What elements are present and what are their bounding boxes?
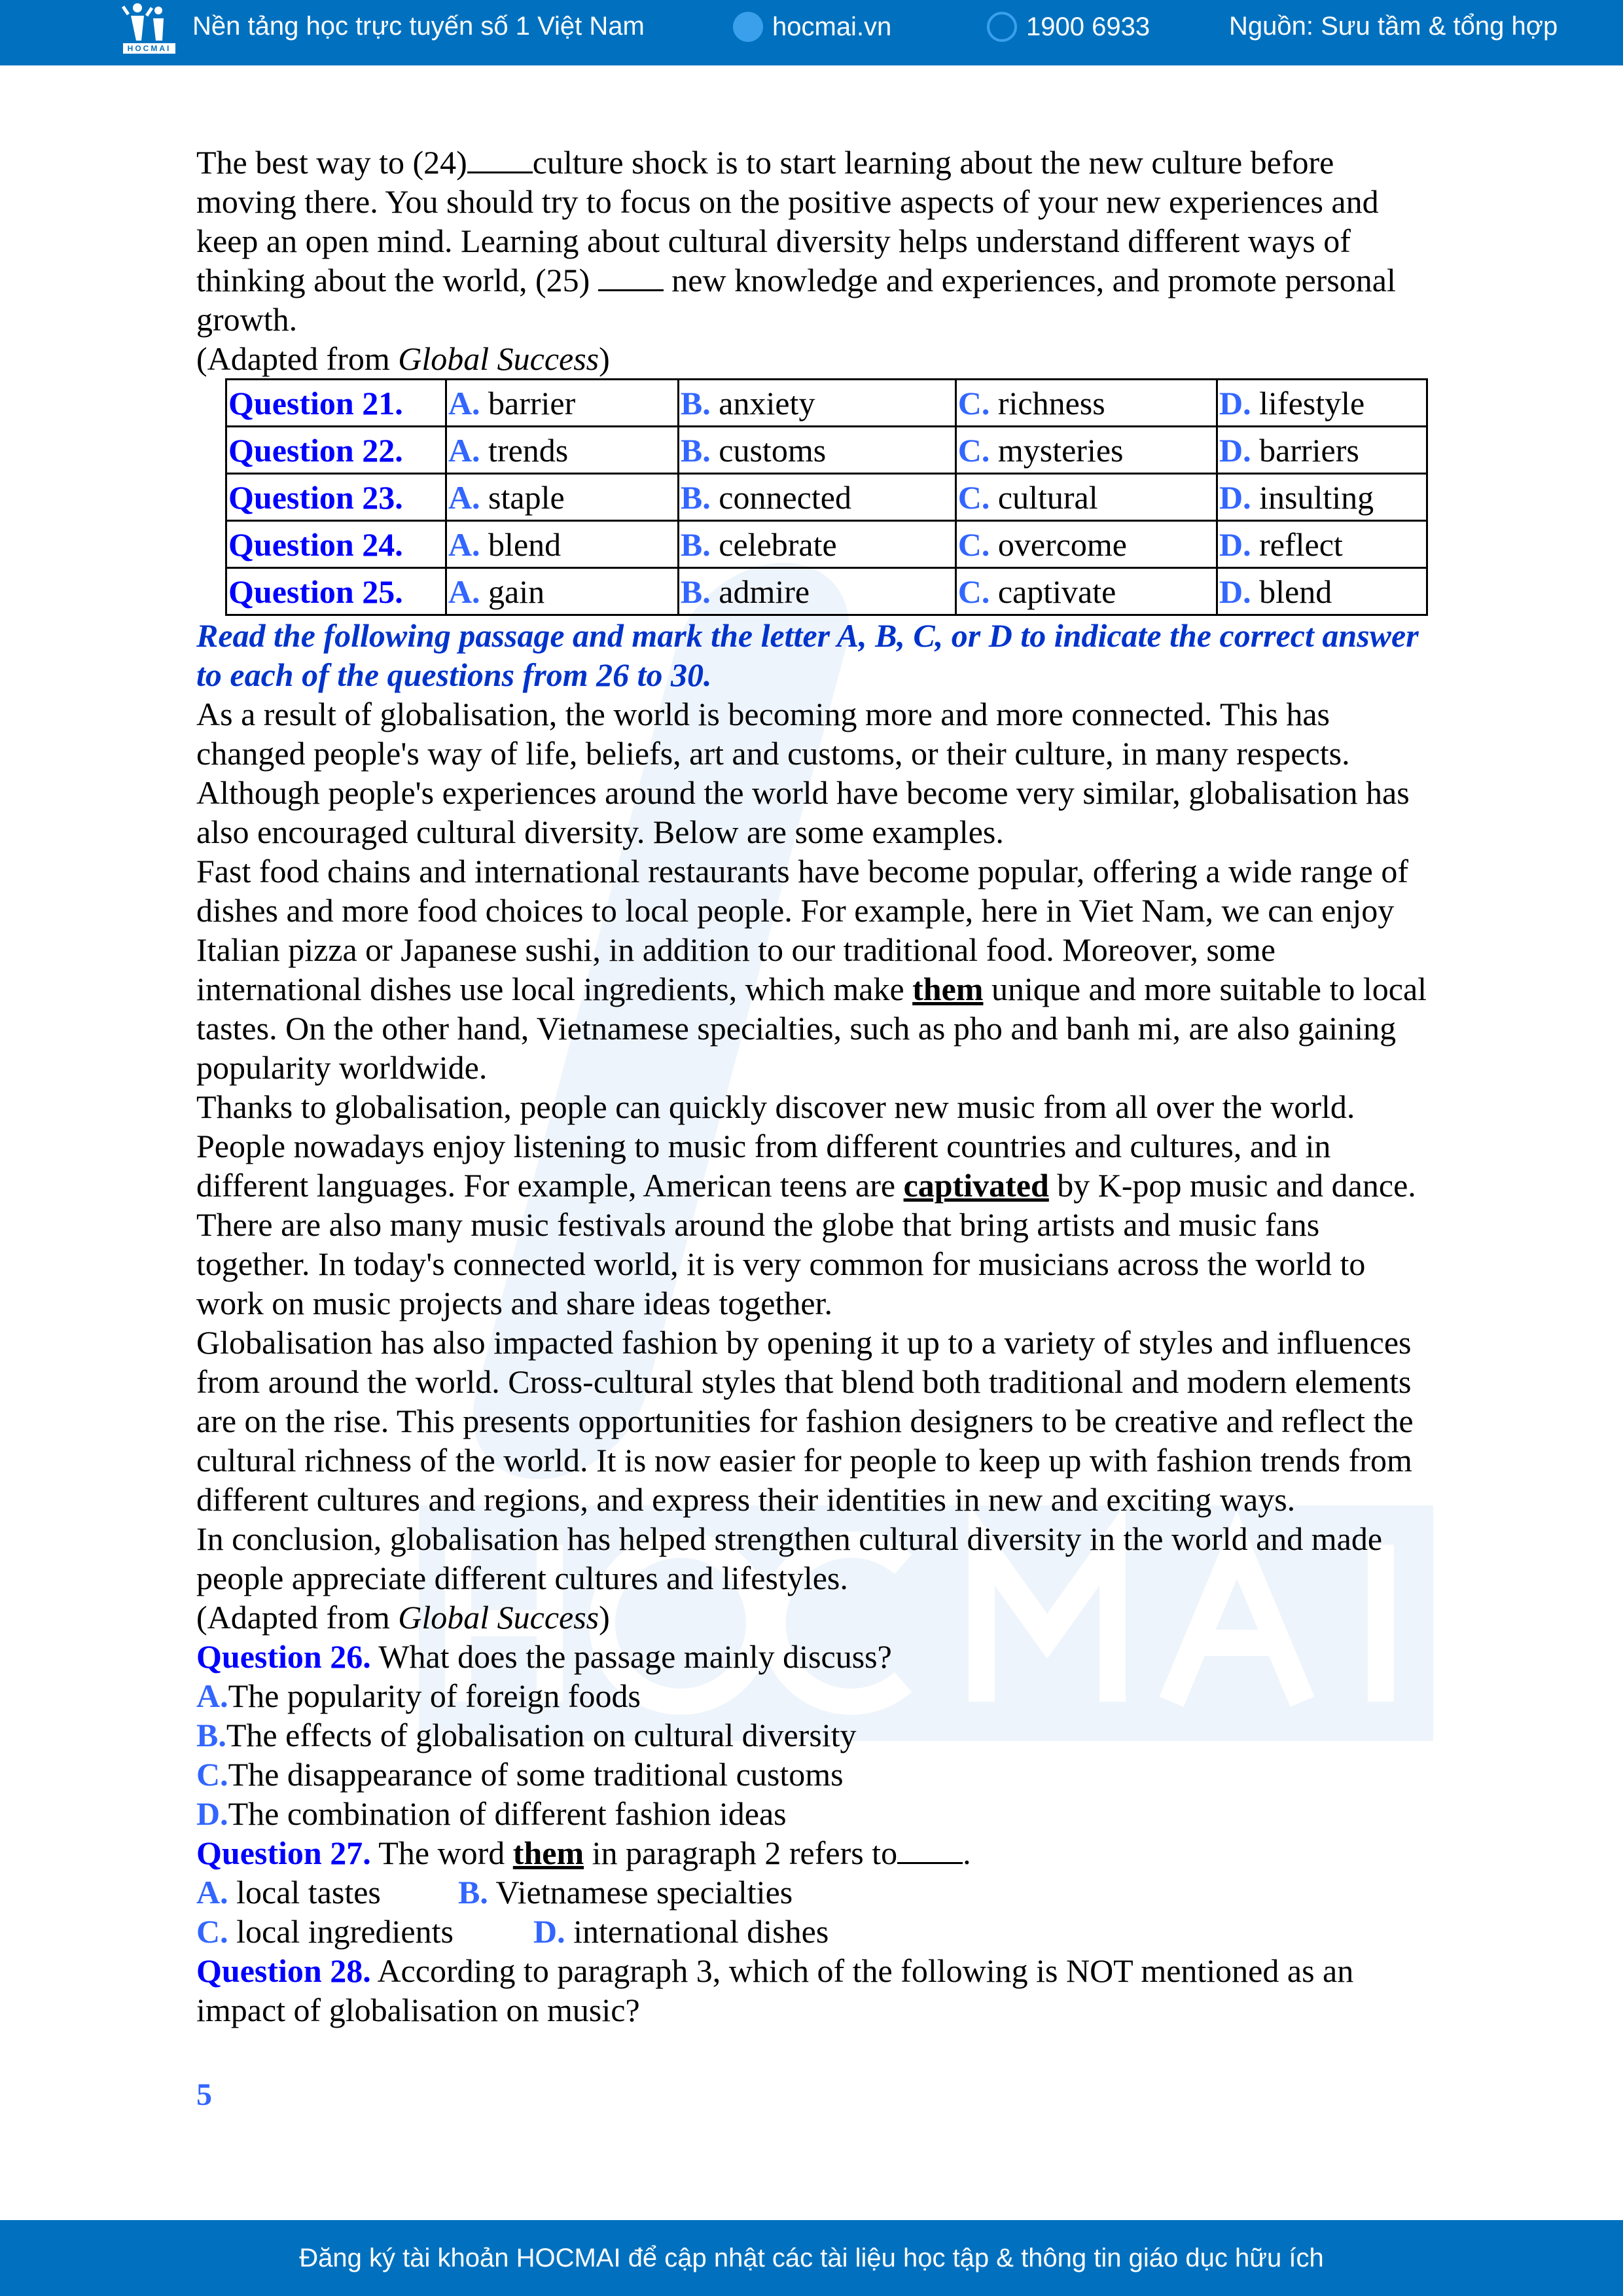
option-letter: B.	[680, 384, 711, 422]
logo-text: HOCMAI	[123, 43, 175, 54]
source-title: Global Success	[398, 340, 599, 377]
option-letter: C.	[957, 478, 990, 516]
website-link[interactable]	[733, 12, 891, 42]
option-letter: D.	[1219, 526, 1251, 563]
option-letter: D.	[533, 1913, 565, 1950]
phone-text: 1900 6933	[1026, 12, 1150, 41]
question-cell	[226, 380, 446, 427]
option-letter: B.	[680, 526, 711, 563]
option-text: local ingredients	[236, 1913, 454, 1950]
option-text: mysteries	[997, 431, 1124, 469]
option-letter: B.	[680, 478, 711, 516]
text: culture shock is to start learning about the new culture before moving there. You should try to focus on the positive aspects of your new experiences and keep an open mind. Learning about cultural diversity helps understand different ways of thinking about the world, (25)	[196, 144, 1379, 298]
passage1-paragraph	[196, 143, 1433, 339]
text: The word	[370, 1835, 513, 1871]
adapted-source	[196, 339, 1433, 378]
option-text: blend	[1259, 573, 1332, 610]
text: Thanks to globalisation, people can quickly discover new music from all over the world. People nowadays enjoy listening to music from different countries and cultures, and in different languages. For example, American teens are	[196, 1088, 1355, 1204]
option-letter: C.	[957, 384, 990, 422]
option-letter: A.	[196, 1874, 228, 1910]
highlighted-word-captivated: captivated	[903, 1167, 1049, 1204]
globe-icon	[733, 12, 763, 42]
option-text: connected	[719, 478, 851, 516]
option-letter: D.	[196, 1795, 228, 1832]
option-letter: A.	[448, 431, 480, 469]
option-b[interactable]	[458, 1873, 793, 1912]
option-text: The disappearance of some traditional customs	[228, 1756, 844, 1793]
option-text: The effects of globalisation on cultural diversity	[226, 1717, 857, 1753]
option-c-cell[interactable]	[955, 521, 1217, 568]
option-c[interactable]	[196, 1755, 1433, 1794]
option-text: customs	[719, 431, 827, 469]
blank-24	[467, 145, 533, 173]
option-letter: A.	[196, 1677, 228, 1714]
source-text: Nguồn: Sưu tầm & tổng hợp	[1229, 12, 1558, 41]
table-row	[226, 427, 1427, 474]
option-text: admire	[719, 573, 810, 610]
question-label: Question 23.	[228, 478, 403, 516]
question-label: Question 26.	[196, 1638, 371, 1675]
passage2-p2	[196, 852, 1433, 1087]
option-d-cell[interactable]	[1217, 474, 1427, 521]
option-text: trends	[488, 431, 569, 469]
question-27	[196, 1833, 1433, 1873]
option-a-cell[interactable]	[446, 380, 678, 427]
tagline-text: Nền tảng học trực tuyến số 1 Việt Nam	[192, 12, 645, 41]
question-cell	[226, 568, 446, 615]
question-text: What does the passage mainly discuss?	[370, 1638, 892, 1675]
option-letter: D.	[1219, 431, 1251, 469]
source-note	[1229, 12, 1558, 41]
option-b[interactable]	[196, 1715, 1433, 1755]
footer-text: Đăng ký tài khoản HOCMAI để cập nhật các tài liệu học tập & thông tin giáo dục hữu ích	[299, 2244, 1324, 2272]
option-letter: A.	[448, 478, 480, 516]
option-c-cell[interactable]	[955, 568, 1217, 615]
option-letter: B.	[196, 1717, 226, 1753]
option-text: anxiety	[719, 384, 815, 422]
question-cell	[226, 521, 446, 568]
passage2-p5: In conclusion, globalisation has helped strengthen cultural diversity in the world and made people appreciate different cultures and lifestyles.	[196, 1520, 1383, 1596]
question-cell	[226, 474, 446, 521]
option-a-cell[interactable]	[446, 568, 678, 615]
option-letter: B.	[680, 573, 711, 610]
option-letter: D.	[1219, 478, 1251, 516]
option-c-cell[interactable]	[955, 380, 1217, 427]
option-text: The popularity of foreign foods	[228, 1677, 641, 1714]
option-a-cell[interactable]	[446, 521, 678, 568]
option-b-cell[interactable]	[678, 474, 955, 521]
page-number: 5	[196, 2077, 212, 2112]
text: Fast food chains and international restaurants have become popular, offering a wide range of dishes and more food choices to local people. For example, here in Viet Nam, we can enjoy Italian pizza or Japanese sushi, in addition to our traditional food. Moreover, some international dishes use local ingredients, which make	[196, 853, 1408, 1007]
option-text: reflect	[1259, 526, 1343, 563]
option-d-cell[interactable]	[1217, 568, 1427, 615]
source-title: Global Success	[398, 1599, 599, 1636]
table-row	[226, 521, 1427, 568]
text: (Adapted from	[196, 1599, 399, 1636]
option-b-cell[interactable]	[678, 427, 955, 474]
text: by K-pop music and dance. There are also many music festivals around the globe that bring artists and music fans together. In today's connected world, it is very common for musicians across the world to work on music projects and share ideas together.	[196, 1167, 1416, 1321]
option-text: lifestyle	[1259, 384, 1365, 422]
question-label: Question 28.	[196, 1952, 371, 1989]
blank-25	[598, 263, 664, 291]
option-letter: B.	[680, 431, 711, 469]
passage2-p1: As a result of globalisation, the world is becoming more and more connected. This has changed people's way of life, beliefs, art and customs, or their culture, in many respects. Although people's experiences around the world have become very similar, globalisation has also encouraged cultural diversity. Below are some examples.	[196, 696, 1410, 850]
text: in paragraph 2 refers to	[584, 1835, 898, 1871]
text: )	[599, 1599, 610, 1636]
option-d-cell[interactable]	[1217, 427, 1427, 474]
question-cell	[226, 427, 446, 474]
option-text: blend	[488, 526, 562, 563]
option-text: cultural	[997, 478, 1098, 516]
highlighted-word: them	[512, 1835, 584, 1871]
option-text: captivate	[997, 573, 1116, 610]
option-c[interactable]	[196, 1912, 533, 1951]
options-row-ab	[196, 1873, 1433, 1912]
option-text: barrier	[488, 384, 576, 422]
option-d[interactable]	[533, 1912, 829, 1951]
option-text: insulting	[1259, 478, 1374, 516]
text: )	[599, 340, 610, 377]
document-body	[196, 143, 1433, 2115]
option-letter: C.	[196, 1913, 228, 1950]
highlighted-word-them: them	[912, 971, 984, 1007]
phone-link[interactable]	[987, 12, 1150, 42]
header-bar	[0, 0, 1623, 65]
text: unique and more suitable to local tastes. On the other hand, Vietnamese specialties, such as pho and banh mi, are also gaining popularity worldwide.	[196, 971, 1427, 1086]
text: (Adapted from	[196, 340, 399, 377]
option-c-cell[interactable]	[955, 427, 1217, 474]
options-row-cd	[196, 1912, 1433, 1951]
question-text: According to paragraph 3, which of the following is NOT mentioned as an impact of globalisation on music?	[196, 1952, 1354, 2028]
tagline	[192, 12, 645, 41]
option-text: The combination of different fashion ideas	[228, 1795, 787, 1832]
text: The best way to (24)	[196, 144, 467, 181]
option-d-cell[interactable]	[1217, 380, 1427, 427]
answer-table	[225, 378, 1428, 616]
option-b-cell[interactable]	[678, 568, 955, 615]
website-text: hocmai.vn	[772, 12, 892, 41]
people-icon	[122, 1, 177, 42]
hocmai-logo[interactable]	[122, 1, 177, 54]
option-c-cell[interactable]	[955, 474, 1217, 521]
adapted-source	[196, 1598, 1433, 1637]
option-letter: C.	[196, 1756, 228, 1793]
option-d[interactable]	[196, 1794, 1433, 1833]
option-b-cell[interactable]	[678, 521, 955, 568]
option-text: overcome	[997, 526, 1127, 563]
question-26	[196, 1637, 1433, 1676]
option-text: international dishes	[573, 1913, 829, 1950]
passage2-p4: Globalisation has also impacted fashion by opening it up to a variety of styles and influences from around the world. Cross-cultural styles that blend both traditional and modern elements are on the rise. This presents opportunities for fashion designers to be creative and reflect the cultural richness of the world. It is now easier for people to keep up with fashion trends from different cultures and regions, and express their identities in new and exciting ways.	[196, 1324, 1414, 1518]
option-a[interactable]	[196, 1873, 458, 1912]
option-letter: A.	[448, 384, 480, 422]
option-a-cell[interactable]	[446, 427, 678, 474]
table-row	[226, 568, 1427, 615]
text: .	[963, 1835, 971, 1871]
question-label: Question 24.	[228, 526, 403, 563]
option-text: richness	[997, 384, 1105, 422]
option-letter: D.	[1219, 384, 1251, 422]
option-letter: C.	[957, 431, 990, 469]
option-text: local tastes	[236, 1874, 381, 1910]
option-text: barriers	[1259, 431, 1359, 469]
option-letter: D.	[1219, 573, 1251, 610]
question-28	[196, 1951, 1433, 2030]
option-text: Vietnamese specialties	[495, 1874, 793, 1910]
option-letter: C.	[957, 573, 990, 610]
option-b-cell[interactable]	[678, 380, 955, 427]
option-text: staple	[488, 478, 565, 516]
blank	[897, 1836, 963, 1864]
option-a-cell[interactable]	[446, 474, 678, 521]
option-letter: A.	[448, 526, 480, 563]
instruction: Read the following passage and mark the letter A, B, C, or D to indicate the correct answer to each of the questions from 26 to 30.	[196, 617, 1419, 693]
option-text: celebrate	[719, 526, 837, 563]
option-letter: C.	[957, 526, 990, 563]
table-row	[226, 474, 1427, 521]
text: new knowledge and experiences, and promote personal growth.	[196, 262, 1396, 338]
option-text: gain	[488, 573, 545, 610]
table-row	[226, 380, 1427, 427]
question-label: Question 27.	[196, 1835, 371, 1871]
option-letter: B.	[458, 1874, 488, 1910]
passage2-p3	[196, 1087, 1433, 1323]
phone-icon	[987, 12, 1017, 42]
question-label: Question 22.	[228, 431, 403, 469]
footer-bar[interactable]	[0, 2220, 1623, 2296]
option-d-cell[interactable]	[1217, 521, 1427, 568]
option-a[interactable]	[196, 1676, 1433, 1715]
option-letter: A.	[448, 573, 480, 610]
question-label: Question 25.	[228, 573, 403, 610]
question-label: Question 21.	[228, 384, 403, 422]
